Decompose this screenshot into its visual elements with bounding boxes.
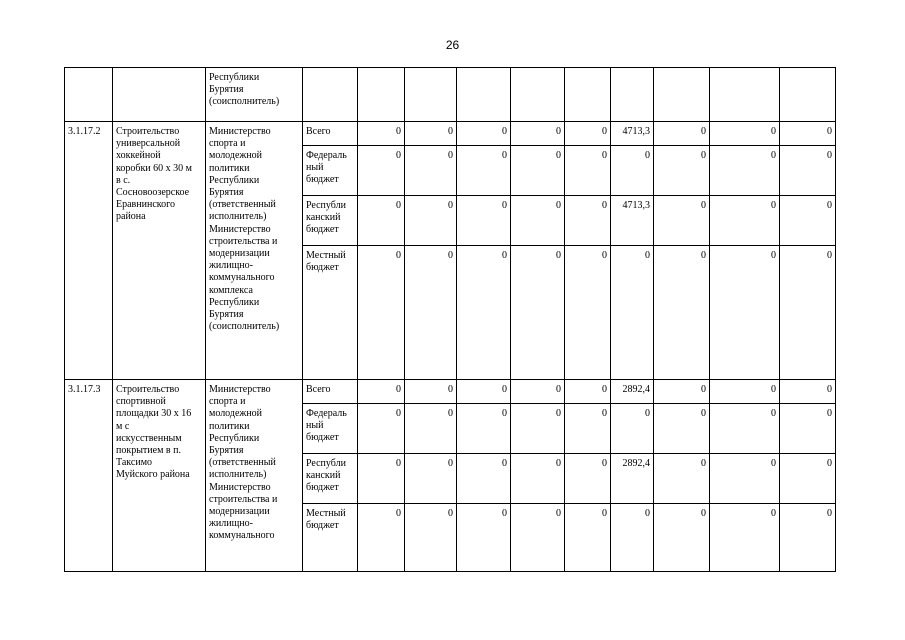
value-cell: 0	[565, 454, 611, 504]
value-cell: 2892,4	[611, 454, 654, 504]
value-cell: 0	[780, 454, 836, 504]
source-cell: Всего	[303, 380, 358, 404]
value-cell: 0	[565, 122, 611, 146]
table-row	[65, 380, 836, 404]
value-cell: 0	[511, 246, 565, 380]
source-cell	[303, 68, 358, 122]
source-cell: Федераль ный бюджет	[303, 146, 358, 196]
value-cell: 0	[358, 246, 405, 380]
budget-table	[64, 67, 836, 572]
executor-cell: Министерство спорта и молодежной политики Республики Бурятия (ответственный исполнитель) Министерство строительства и модернизации жилищно- коммунального	[206, 380, 303, 572]
value-cell: 0	[710, 504, 780, 572]
value-cell: 0	[457, 404, 511, 454]
value-cell: 0	[358, 196, 405, 246]
value-cell: 0	[358, 454, 405, 504]
value-cell: 0	[710, 404, 780, 454]
value-cell: 0	[780, 246, 836, 380]
value-cell: 0	[457, 196, 511, 246]
code-cell: 3.1.17.2	[65, 122, 113, 380]
value-cell: 0	[358, 146, 405, 196]
value-cell: 0	[654, 404, 710, 454]
executor-cell: Республики Бурятия (соисполнитель)	[206, 68, 303, 122]
value-cell: 0	[710, 246, 780, 380]
value-cell: 0	[654, 454, 710, 504]
continuation-row	[65, 68, 836, 122]
value-cell: 0	[565, 404, 611, 454]
value-cell: 0	[511, 196, 565, 246]
value-cell: 0	[710, 146, 780, 196]
value-cell: 0	[654, 146, 710, 196]
value-cell: 0	[511, 146, 565, 196]
value-cell: 0	[405, 246, 457, 380]
value-cell: 0	[405, 196, 457, 246]
source-cell: Республи канский бюджет	[303, 454, 358, 504]
value-cell: 0	[565, 246, 611, 380]
code-cell: 3.1.17.3	[65, 380, 113, 572]
value-cell: 0	[511, 380, 565, 404]
table-row	[65, 122, 836, 146]
value-cell: 0	[565, 380, 611, 404]
source-cell: Местный бюджет	[303, 504, 358, 572]
value-cell: 0	[710, 380, 780, 404]
value-cell: 0	[405, 380, 457, 404]
value-cell: 0	[358, 504, 405, 572]
value-cell: 0	[565, 196, 611, 246]
value-cell: 0	[654, 246, 710, 380]
page-number: 26	[445, 38, 460, 52]
value-cell: 0	[780, 380, 836, 404]
value-cell: 0	[358, 380, 405, 404]
value-cell: 0	[654, 122, 710, 146]
value-cell: 0	[780, 196, 836, 246]
value-cell: 0	[511, 504, 565, 572]
value-cell: 4713,3	[611, 122, 654, 146]
value-cell: 0	[511, 122, 565, 146]
value-cell: 0	[405, 454, 457, 504]
value-cell: 0	[457, 122, 511, 146]
value-cell: 0	[457, 246, 511, 380]
value-cell: 0	[710, 454, 780, 504]
value-cell: 0	[457, 454, 511, 504]
value-cell: 0	[654, 196, 710, 246]
value-cell: 0	[511, 404, 565, 454]
value-cell: 0	[405, 404, 457, 454]
value-cell: 0	[710, 122, 780, 146]
source-cell: Местный бюджет	[303, 246, 358, 380]
value-cell: 0	[780, 504, 836, 572]
value-cell: 0	[511, 454, 565, 504]
code-cell	[65, 68, 113, 122]
name-cell: Строительство универсальной хоккейной коробки 60 х 30 м в с. Сосновоозерское Еравнинского района	[113, 122, 206, 380]
value-cell: 4713,3	[611, 196, 654, 246]
value-cell: 0	[358, 404, 405, 454]
value-cell: 0	[565, 146, 611, 196]
value-cell: 2892,4	[611, 380, 654, 404]
value-cell: 0	[654, 380, 710, 404]
value-cell: 0	[611, 504, 654, 572]
value-cell: 0	[405, 504, 457, 572]
executor-cell: Министерство спорта и молодежной политики Республики Бурятия (ответственный исполнитель) Министерство строительства и модернизации жилищно- коммунального комплекса Республики Бурятия (соисполнитель)	[206, 122, 303, 380]
source-cell: Всего	[303, 122, 358, 146]
value-cell: 0	[654, 504, 710, 572]
value-cell: 0	[611, 404, 654, 454]
value-cell: 0	[780, 122, 836, 146]
name-cell	[113, 68, 206, 122]
value-cell: 0	[565, 504, 611, 572]
value-cell: 0	[405, 146, 457, 196]
source-cell: Республи канский бюджет	[303, 196, 358, 246]
name-cell: Строительство спортивной площадки 30 х 16 м с искусственным покрытием в п. Таксимо Муйского района	[113, 380, 206, 572]
value-cell: 0	[780, 146, 836, 196]
value-cell: 0	[457, 504, 511, 572]
value-cell: 0	[358, 122, 405, 146]
value-cell: 0	[405, 122, 457, 146]
source-cell: Федераль ный бюджет	[303, 404, 358, 454]
value-cell: 0	[710, 196, 780, 246]
value-cell: 0	[611, 246, 654, 380]
value-cell: 0	[457, 146, 511, 196]
value-cell: 0	[611, 146, 654, 196]
value-cell: 0	[780, 404, 836, 454]
value-cell: 0	[457, 380, 511, 404]
